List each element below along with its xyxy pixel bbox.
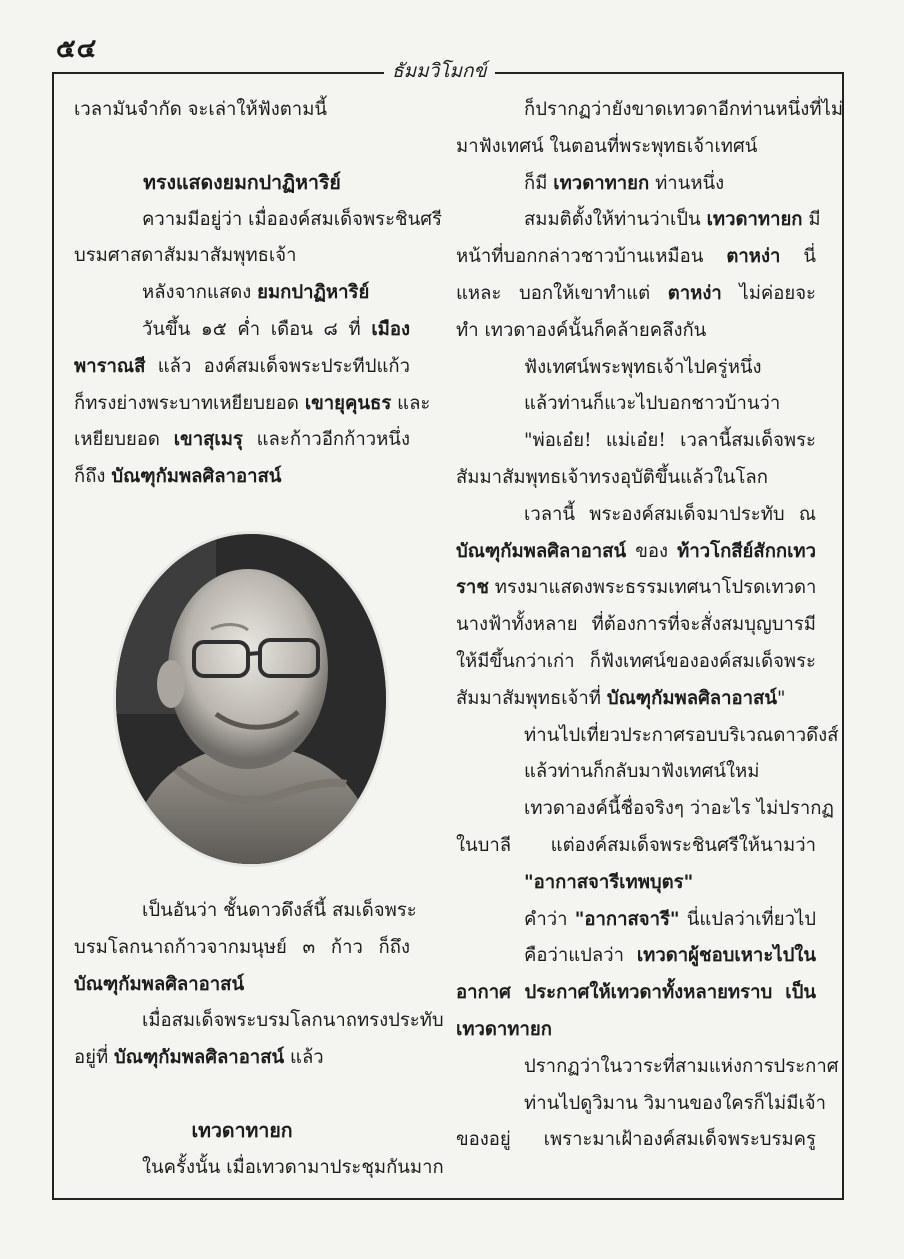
text-line: หลังจากแสดง ยมกปาฏิหาริย์	[142, 282, 370, 304]
text-line: เทวดาทายก	[456, 1018, 552, 1040]
text-line: คือว่าแปลว่า เทวดาผู้ชอบเหาะไปใน	[524, 945, 816, 967]
text-line: อากาศ ประกาศให้เทวดาทั้งหลายทราบ เป็น	[456, 982, 816, 1004]
text-line: สมมติตั้งให้ท่านว่าเป็น เทวดาทายก มี	[524, 209, 821, 231]
text-line: ในบาลี แต่องค์สมเด็จพระชินศรีให้นามว่า	[456, 834, 816, 856]
text-line: เป็นอันว่า ชั้นดาวดึงส์นี้ สมเด็จพระ	[142, 900, 417, 921]
text-line: ราช ทรงมาแสดงพระธรรมเทศนาโปรดเทวดา	[456, 577, 817, 599]
left-column	[74, 92, 442, 496]
left-column-lower	[74, 893, 444, 1187]
text-line: แหละ บอกให้เขาทำแต่ ตาหง่า ไม่ค่อยจะ	[456, 282, 816, 304]
text-line: ความมีอยู่ว่า เมื่อองค์สมเด็จพระชินศรี	[142, 208, 442, 230]
text-line: นางฟ้าทั้งหลาย ที่ต้องการที่จะสั่งสมบุญบารมี	[456, 614, 816, 636]
text-line: พาราณสี แล้ว องค์สมเด็จพระประทีปแก้ว	[74, 355, 410, 377]
text-line: คำว่า "อากาสจารี" นี่แปลว่าเที่ยวไป	[524, 908, 816, 930]
text-line: ก็มี เทวดาทายก ท่านหนึ่ง	[524, 172, 725, 194]
text-line: บัณฑุกัมพลศิลาอาสน์ ของ ท้าวโกสีย์สักกเทว	[456, 540, 816, 562]
text-line: มาฟังเทศน์ ในตอนที่พระพุทธเจ้าเทศน์	[456, 135, 758, 157]
text-line: บรมโลกนาถก้าวจากมนุษย์ ๓ ก้าว ก็ถึง	[74, 936, 410, 958]
text-line: ก็ทรงย่างพระบาทเหยียบยอด เขายุคุนธร และ	[74, 392, 431, 414]
text-line: สัมมาสัมพุทธเจ้าที่ บัณฑุกัมพลศิลาอาสน์"	[456, 687, 786, 709]
text-line: "พ่อเอ๋ย! แม่เอ๋ย! เวลานี้สมเด็จพระ	[524, 430, 816, 452]
text-line: บัณฑุกัมพลศิลาอาสน์	[74, 973, 245, 995]
text-line: อยู่ที่ บัณฑุกัมพลศิลาอาสน์ แล้ว	[74, 1047, 324, 1069]
text-line: ฟังเทศน์พระพุทธเจ้าไปครู่หนึ่ง	[524, 356, 762, 378]
page-number: ๕๔	[56, 34, 98, 64]
portrait-illustration	[116, 534, 386, 864]
text-line: ปรากฏว่าในวาระที่สามแห่งการประกาศ	[524, 1055, 839, 1077]
text-line: "อากาสจารีเทพบุตร"	[524, 871, 694, 893]
text-line: เทวดาองค์นี้ชื่อจริงๆ ว่าอะไร ไม่ปรากฏ	[524, 798, 834, 820]
text-line: เมื่อสมเด็จพระบรมโลกนาถทรงประทับ	[142, 1010, 444, 1032]
text-line: ท่านไปดูวิมาน วิมานของใครก็ไม่มีเจ้า	[524, 1092, 826, 1114]
text-line: หน้าที่บอกกล่าวชาวบ้านเหมือน ตาหง่า นี่	[456, 246, 816, 268]
text-line: แล้วท่านก็กลับมาฟังเทศน์ใหม่	[524, 761, 760, 783]
section-heading: ทรงแสดงยมกปาฏิหาริย์	[143, 170, 341, 194]
section-heading: เทวดาทายก	[191, 1118, 293, 1142]
text-line: ของอยู่ เพราะมาเฝ้าองค์สมเด็จพระบรมครู	[456, 1129, 816, 1151]
text-line: ก็ถึง บัณฑุกัมพลศิลาอาสน์	[74, 466, 282, 488]
text-line: บรมศาสดาสัมมาสัมพุทธเจ้า	[74, 245, 297, 267]
text-line: สัมมาสัมพุทธเจ้าทรงอุบัติขึ้นแล้วในโลก	[456, 466, 768, 488]
text-line: แล้วท่านก็แวะไปบอกชาวบ้านว่า	[524, 393, 781, 415]
text-line: ก็ปรากฏว่ายังขาดเทวดาอีกท่านหนึ่งที่ไม่	[524, 99, 844, 120]
text-line: เหยียบยอด เขาสุเมรุ และก้าวอีกก้าวหนึ่ง	[74, 429, 410, 451]
text-line: ให้มีขึ้นกว่าเก่า ก็ฟังเทศน์ขององค์สมเด็จพระ	[456, 650, 816, 672]
text-line: วันขึ้น ๑๕ ค่ำ เดือน ๘ ที่ เมือง	[142, 318, 410, 340]
running-title: ธัมมวิโมกข์	[384, 60, 495, 82]
text-line: เวลามันจำกัด จะเล่าให้ฟังตามนี้	[74, 99, 328, 120]
right-column	[456, 92, 844, 1159]
text-line: เวลานี้ พระองค์สมเด็จมาประทับ ณ	[524, 503, 816, 525]
text-line: ทำ เทวดาองค์นั้นก็คล้ายคลึงกัน	[456, 319, 707, 341]
text-line: ท่านไปเที่ยวประกาศรอบบริเวณดาวดึงส์	[524, 724, 839, 746]
text-line: ในครั้งนั้น เมื่อเทวดามาประชุมกันมาก	[142, 1156, 444, 1178]
monk-portrait-photo	[116, 534, 386, 864]
